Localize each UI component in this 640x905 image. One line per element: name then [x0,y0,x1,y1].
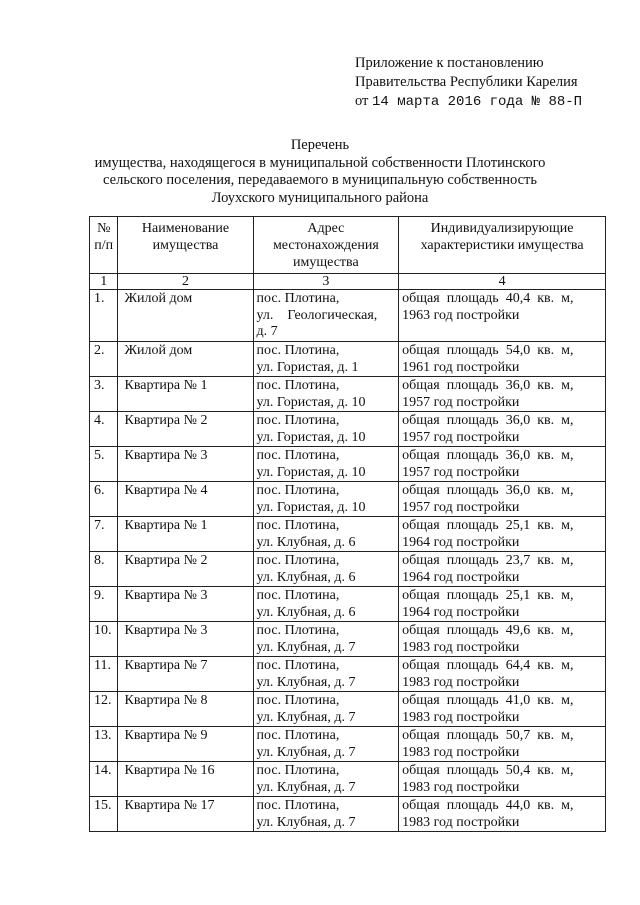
row-number-line: 3. [94,378,105,393]
header-name: Наименование имущества [118,217,253,274]
property-name [118,657,253,692]
property-characteristics-line: общая площадь 25,1 кв. м, [402,588,574,603]
column-number-row [90,274,606,290]
property-address-line: ул. Гористая, д. 1 [256,359,359,375]
property-characteristics [399,290,606,342]
property-characteristics-line: общая площадь 44,0 кв. м, [402,798,574,813]
property-address [253,517,399,552]
property-address [253,552,399,587]
row-number-line: 4. [94,413,105,428]
appendix-date: 14 марта 2016 года № 88-П [372,94,583,110]
property-name-line: Квартира № 3 [124,448,208,463]
property-characteristics-line: 1983 год постройки [402,674,520,690]
property-characteristics-line: общая площадь 54,0 кв. м, [402,343,574,358]
row-number-line: 15. [94,798,112,813]
property-characteristics [399,762,606,797]
property-name-line: Жилой дом [124,343,193,358]
row-number [90,587,118,622]
property-characteristics-line: общая площадь 40,4 кв. м, [402,291,574,306]
property-address [253,482,399,517]
table-row [90,517,606,552]
property-address-line: пос. Плотина, [256,798,340,813]
property-characteristics-line: общая площадь 50,7 кв. м, [402,728,574,743]
property-address-line: пос. Плотина, [256,658,340,673]
column-number: 2 [118,274,253,290]
property-name [118,727,253,762]
row-number-line: 12. [94,693,112,708]
row-number [90,412,118,447]
property-characteristics-line: 1957 год постройки [402,464,520,480]
property-address [253,587,399,622]
row-number-line: 1. [94,291,105,306]
property-characteristics-line: общая площадь 50,4 кв. м, [402,763,574,778]
property-name [118,342,253,377]
table-row [90,447,606,482]
property-name [118,517,253,552]
row-number-line: 9. [94,588,105,603]
property-characteristics-line: общая площадь 23,7 кв. м, [402,553,574,568]
property-address [253,692,399,727]
row-number [90,657,118,692]
appendix-line-3 [355,92,582,112]
property-name-line: Квартира № 8 [124,693,208,708]
property-address-line: пос. Плотина, [256,763,340,778]
row-number [90,447,118,482]
header-address: Адрес местонахождения имущества [253,217,399,274]
row-number-line: 7. [94,518,105,533]
title-line-2: имущества, находящегося в муниципальной собственности Плотинского [94,154,546,171]
row-number-line: 13. [94,728,112,743]
property-address-line: пос. Плотина, [256,623,340,638]
property-address-line: пос. Плотина, [256,413,340,428]
property-name-line: Квартира № 9 [124,728,208,743]
property-name-line: Квартира № 17 [124,798,215,813]
appendix-block [355,54,582,112]
property-name [118,797,253,832]
property-characteristics-line: 1957 год постройки [402,394,520,410]
property-characteristics-line: общая площадь 64,4 кв. м, [402,658,574,673]
property-address [253,797,399,832]
property-name-line: Жилой дом [124,291,193,306]
row-number-line: 6. [94,483,105,498]
property-address [253,447,399,482]
title-line-4: Лоухского муниципального района [211,189,429,206]
property-characteristics-line: 1964 год постройки [402,604,520,620]
property-name [118,622,253,657]
property-address [253,622,399,657]
property-characteristics [399,622,606,657]
property-name [118,692,253,727]
table-row [90,657,606,692]
property-name-line: Квартира № 3 [124,588,208,603]
property-name-line: Квартира № 1 [124,518,208,533]
property-characteristics-line: 1964 год постройки [402,534,520,550]
property-address-line: ул. Гористая, д. 10 [256,499,366,515]
property-characteristics-line: 1963 год постройки [402,307,520,323]
property-characteristics-line: общая площадь 25,1 кв. м, [402,518,574,533]
property-address-line: ул. Клубная, д. 7 [256,744,356,760]
property-address-line: пос. Плотина, [256,518,340,533]
property-characteristics [399,377,606,412]
property-characteristics [399,412,606,447]
row-number [90,552,118,587]
property-name [118,290,253,342]
column-number: 1 [90,274,118,290]
table-body [90,290,606,832]
property-characteristics-line: общая площадь 41,0 кв. м, [402,693,574,708]
property-name [118,762,253,797]
property-characteristics-line: 1961 год постройки [402,359,520,375]
header-characteristics: Индивидуализирующие характеристики имущества [399,217,606,274]
property-name [118,552,253,587]
row-number-line: 5. [94,448,105,463]
property-characteristics-line: 1983 год постройки [402,709,520,725]
property-characteristics-line: 1957 год постройки [402,429,520,445]
property-address-line: ул. Геологическая, [256,307,378,323]
row-number-line: 10. [94,623,112,638]
property-characteristics [399,482,606,517]
table-row [90,290,606,342]
property-address-line: пос. Плотина, [256,378,340,393]
property-characteristics [399,517,606,552]
property-address-line: ул. Гористая, д. 10 [256,394,366,410]
property-characteristics-line: общая площадь 36,0 кв. м, [402,413,574,428]
property-name [118,447,253,482]
row-number-line: 8. [94,553,105,568]
property-address [253,290,399,342]
property-address-line: ул. Гористая, д. 10 [256,429,366,445]
property-name [118,587,253,622]
table-row [90,622,606,657]
property-characteristics [399,587,606,622]
property-characteristics-line: 1964 год постройки [402,569,520,585]
appendix-line-1: Приложение к постановлению [355,55,544,71]
property-name-line: Квартира № 7 [124,658,208,673]
property-address-line: ул. Гористая, д. 10 [256,464,366,480]
property-address-line: ул. Клубная, д. 7 [256,639,356,655]
property-characteristics [399,797,606,832]
column-number: 3 [253,274,399,290]
property-address-line: пос. Плотина, [256,343,340,358]
table-header-row [90,217,606,274]
appendix-line-2: Правительства Республики Карелия [355,74,578,90]
property-address [253,657,399,692]
property-address-line: ул. Клубная, д. 6 [256,569,356,585]
property-address-line: пос. Плотина, [256,448,340,463]
property-characteristics-line: 1983 год постройки [402,639,520,655]
property-characteristics [399,342,606,377]
property-address-line: ул. Клубная, д. 7 [256,709,356,725]
property-characteristics [399,447,606,482]
property-name [118,377,253,412]
property-address-line: пос. Плотина, [256,728,340,743]
row-number [90,727,118,762]
row-number [90,797,118,832]
property-address [253,342,399,377]
row-number [90,762,118,797]
table-row [90,587,606,622]
property-name [118,482,253,517]
property-address-line: пос. Плотина, [256,483,340,498]
row-number [90,692,118,727]
appendix-date-prefix: от [355,93,369,109]
row-number [90,342,118,377]
property-address [253,412,399,447]
property-characteristics-line: 1983 год постройки [402,744,520,760]
property-address-line: ул. Клубная, д. 7 [256,814,356,830]
property-characteristics-line: общая площадь 36,0 кв. м, [402,378,574,393]
property-characteristics [399,727,606,762]
row-number [90,377,118,412]
document-title [0,137,640,207]
header-num: № п/п [90,217,118,274]
table-row [90,552,606,587]
property-name-line: Квартира № 4 [124,483,208,498]
property-characteristics-line: общая площадь 36,0 кв. м, [402,483,574,498]
property-address-line: д. 7 [256,324,278,339]
property-name-line: Квартира № 2 [124,553,208,568]
property-characteristics-line: общая площадь 49,6 кв. м, [402,623,574,638]
property-characteristics [399,692,606,727]
row-number-line: 2. [94,343,105,358]
property-address [253,762,399,797]
property-address-line: пос. Плотина, [256,693,340,708]
row-number-line: 11. [94,658,111,673]
property-address [253,377,399,412]
property-characteristics-line: общая площадь 36,0 кв. м, [402,448,574,463]
table-row [90,482,606,517]
table-row [90,342,606,377]
row-number [90,482,118,517]
property-address [253,727,399,762]
table-row [90,412,606,447]
property-address-line: ул. Клубная, д. 7 [256,674,356,690]
column-number: 4 [399,274,606,290]
title-line-3: сельского поселения, передаваемого в муниципальную собственность [103,172,537,188]
property-address-line: пос. Плотина, [256,588,340,603]
property-address-line: ул. Клубная, д. 7 [256,779,356,795]
property-characteristics [399,657,606,692]
property-name [118,412,253,447]
property-address-line: пос. Плотина, [256,291,340,306]
property-address-line: пос. Плотина, [256,553,340,568]
title-line-1: Перечень [290,137,350,153]
table-row [90,727,606,762]
table-row [90,692,606,727]
row-number [90,290,118,342]
row-number [90,622,118,657]
property-name-line: Квартира № 16 [124,763,215,778]
row-number [90,517,118,552]
property-characteristics [399,552,606,587]
table-row [90,797,606,832]
property-table [89,216,606,832]
property-characteristics-line: 1983 год постройки [402,814,520,830]
table-row [90,762,606,797]
table-row [90,377,606,412]
property-address-line: ул. Клубная, д. 6 [256,534,356,550]
property-characteristics-line: 1983 год постройки [402,779,520,795]
property-name-line: Квартира № 2 [124,413,208,428]
row-number-line: 14. [94,763,112,778]
property-name-line: Квартира № 1 [124,378,208,393]
property-characteristics-line: 1957 год постройки [402,499,520,515]
property-name-line: Квартира № 3 [124,623,208,638]
property-address-line: ул. Клубная, д. 6 [256,604,356,620]
